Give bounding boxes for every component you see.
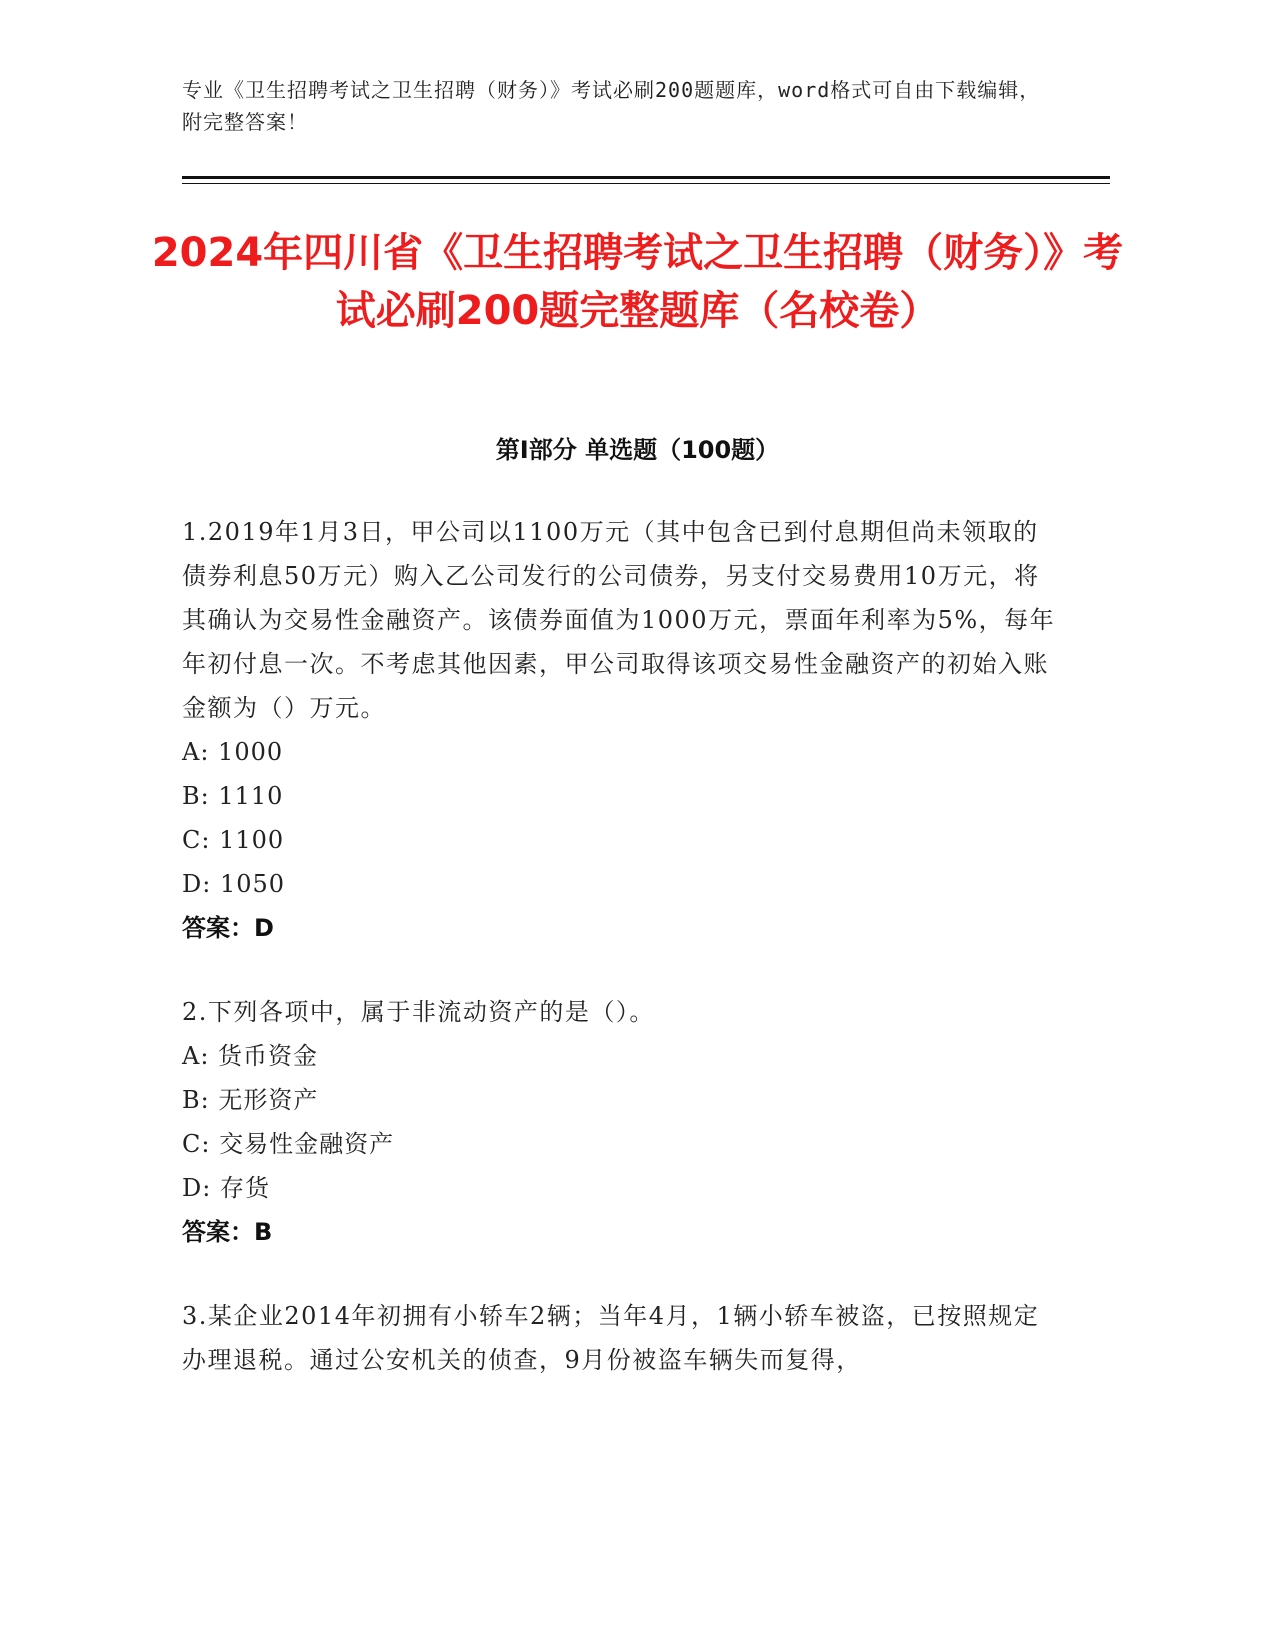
header-divider-thick — [182, 176, 1110, 179]
question-answer: 答案：D — [182, 914, 274, 942]
question-2 — [182, 990, 1062, 1254]
question-stem: 1.2019年1月3日，甲公司以1100万元（其中包含已到付息期但尚未领取的债券利息50万元）购入乙公司发行的公司债券，另支付交易费用10万元，将其确认为交易性金融资产。该债券面值为1000万元，票面年利率为5%，每年年初付息一次。不考虑其他因素，甲公司取得该项交易性金融资产的初始入账金额为（）万元。 — [182, 518, 1056, 722]
question-option-c: C: 交易性金融资产 — [182, 1130, 395, 1158]
question-list — [182, 510, 1062, 1422]
question-option-b: B: 无形资产 — [182, 1086, 319, 1114]
question-option-d: D: 1050 — [182, 870, 286, 898]
question-option-b: B: 1110 — [182, 782, 284, 810]
question-1 — [182, 510, 1062, 950]
document-title: 2024年四川省《卫生招聘考试之卫生招聘（财务）》考试必刷200题完整题库（名校卷） — [151, 230, 1124, 334]
question-option-c: C: 1100 — [182, 826, 285, 854]
question-option-d: D: 存货 — [182, 1174, 270, 1202]
question-3 — [182, 1294, 1062, 1382]
question-option-a: A: 货币资金 — [182, 1042, 319, 1070]
question-stem: 2.下列各项中，属于非流动资产的是（）。 — [182, 998, 655, 1026]
question-option-a: A: 1000 — [182, 738, 284, 766]
section-title: 第I部分 单选题（100题） — [495, 436, 780, 464]
question-answer: 答案：B — [182, 1218, 273, 1246]
header-divider-thin — [182, 183, 1110, 184]
header-note: 专业《卫生招聘考试之卫生招聘（财务）》考试必刷200题题库，word格式可自由下载编辑，附完整答案！ — [182, 78, 1041, 134]
question-stem: 3.某企业2014年初拥有小轿车2辆；当年4月，1辆小轿车被盗，已按照规定办理退税。通过公安机关的侦查，9月份被盗车辆失而复得， — [182, 1302, 1040, 1374]
